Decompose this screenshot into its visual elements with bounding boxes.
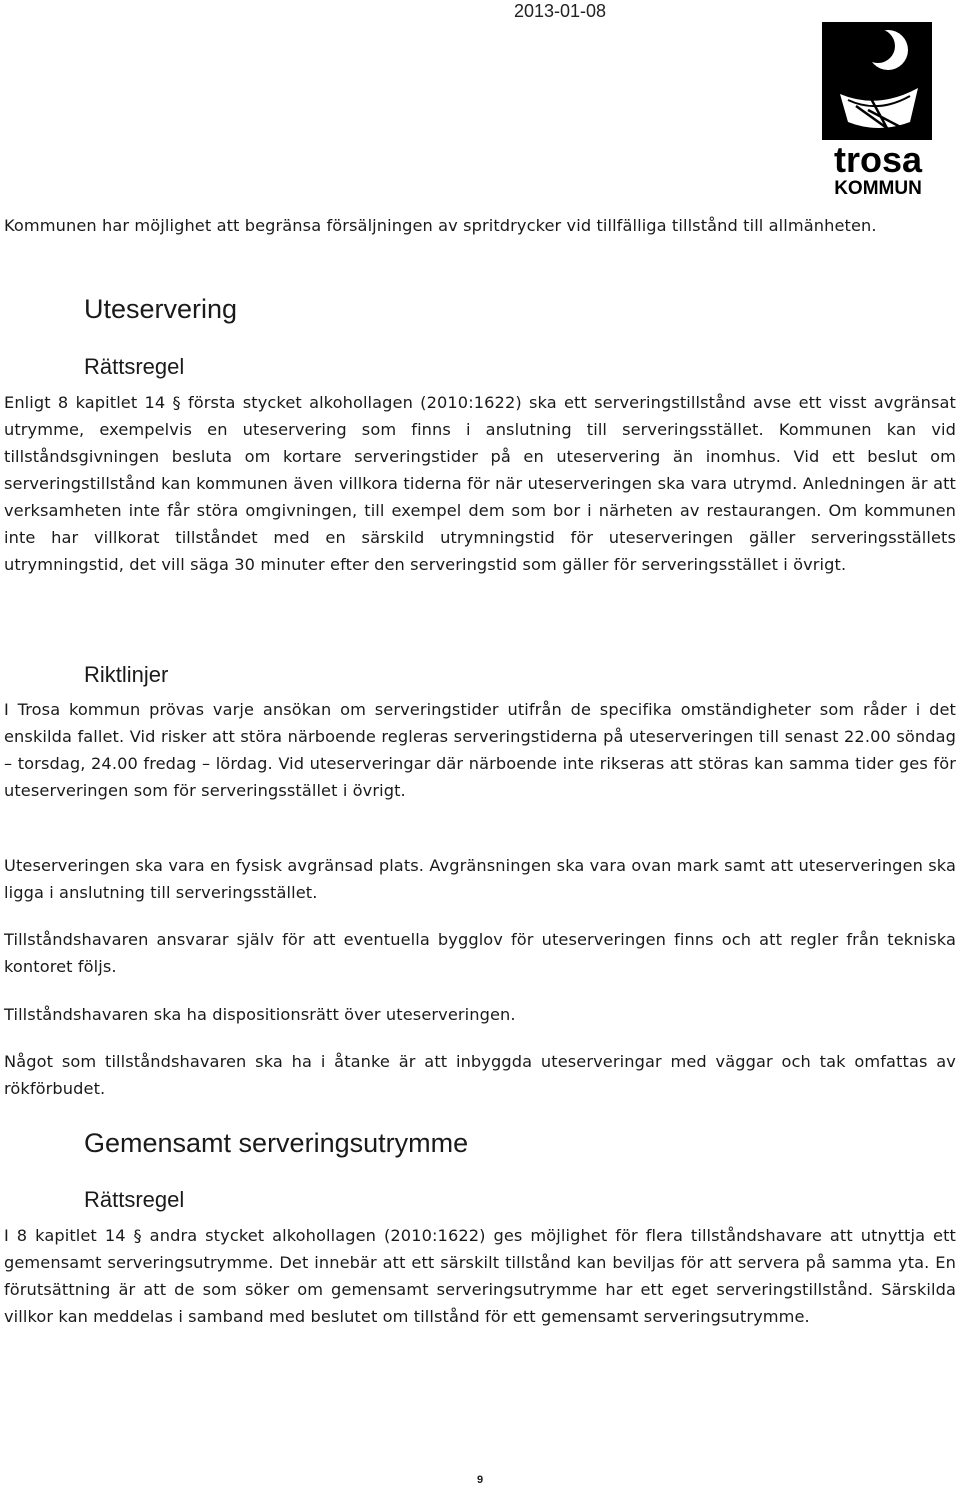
guideline-paragraph: Uteserveringen ska vara en fysisk avgränsad plats. Avgränsningen ska vara ovan mark samt att uteserveringen ska ligga i anslutning till serveringsstället. [4, 856, 956, 902]
guideline-paragraph: Något som tillståndshavaren ska ha i åtanke är att inbyggda uteserveringar med väggar och tak omfattas av rökförbudet. [4, 1052, 956, 1098]
page-number: 9 [476, 1474, 484, 1486]
section-subheading-riktlinjer: Riktlinjer [84, 662, 169, 687]
section-title-gemensamt: Gemensamt serveringsutrymme [84, 1128, 469, 1158]
section-title-uteservering: Uteservering [84, 294, 238, 324]
guideline-paragraph: Tillståndshavaren ansvarar själv för att eventuella bygglov för uteserveringen finns och att regler från tekniska kontoret följs. [4, 930, 956, 976]
guideline-paragraph: I Trosa kommun prövas varje ansökan om serveringstider utifrån de specifika omständigheter som råder i det enskilda fallet. Vid risker att störa närboende regleras serveringstiderna på uteserveringen till senast 22.00 söndag – torsdag, 24.00 fredag – lördag. Vid uteserveringar där närboende inte rikseras att störas kan samma tider ges för uteserveringen som för serveringsstället i övrigt. [4, 700, 956, 800]
rule-paragraph-2: I 8 kapitlet 14 § andra stycket alkohollagen (2010:1622) ges möjlighet för flera tillståndshavare att utnyttja ett gemensamt serveringsutrymme. Det innebär att ett särskilt tillstånd kan beviljas för att servera på samma yta. En förutsättning är att de som söker om gemensamt serveringsutrymme har ett eget serveringstillstånd. Särskilda villkor kan meddelas i samband med beslutet om tillstånd för ett gemensamt serveringsutrymme. [4, 1226, 956, 1326]
header-date: 2013-01-08 [513, 1, 607, 21]
logo-wordmark: trosa [833, 139, 923, 180]
trosa-kommun-logo [818, 22, 938, 197]
intro-paragraph: Kommunen har möjlighet att begränsa försäljningen av spritdrycker vid tillfälliga tillstånd till allmänheten. [4, 216, 877, 235]
rule-paragraph: Enligt 8 kapitlet 14 § första stycket alkohollagen (2010:1622) ska ett serveringstillstånd avse ett visst avgränsat utrymme, exempelvis en uteservering som finns i anslutning till serveringsstället. Kommunen kan vid tillståndsgivningen besluta om kortare serveringstider på en uteservering än inomhus. Vid ett beslut om serveringstillstånd kan kommunen även villkora tiderna för när uteserveringen ska vara utrymd. Anledningen är att verksamheten inte får störa omgivningen, till exempel dem som bor i närheten av restaurangen. Om kommunen inte har villkorat tillståndet med en särskild utrymningstid för uteserveringen gäller serveringsställets utrymningstid, det vill säga 30 minuter efter den serveringstid som gäller för serveringsstället i övrigt. [4, 393, 956, 574]
logo-subtitle: KOMMUN [834, 178, 922, 197]
guideline-paragraph: Tillståndshavaren ska ha dispositionsrätt över uteserveringen. [4, 1005, 516, 1024]
section-subheading-rattsregel: Rättsregel [84, 354, 185, 379]
section-subheading-rattsregel-2: Rättsregel [84, 1187, 185, 1212]
